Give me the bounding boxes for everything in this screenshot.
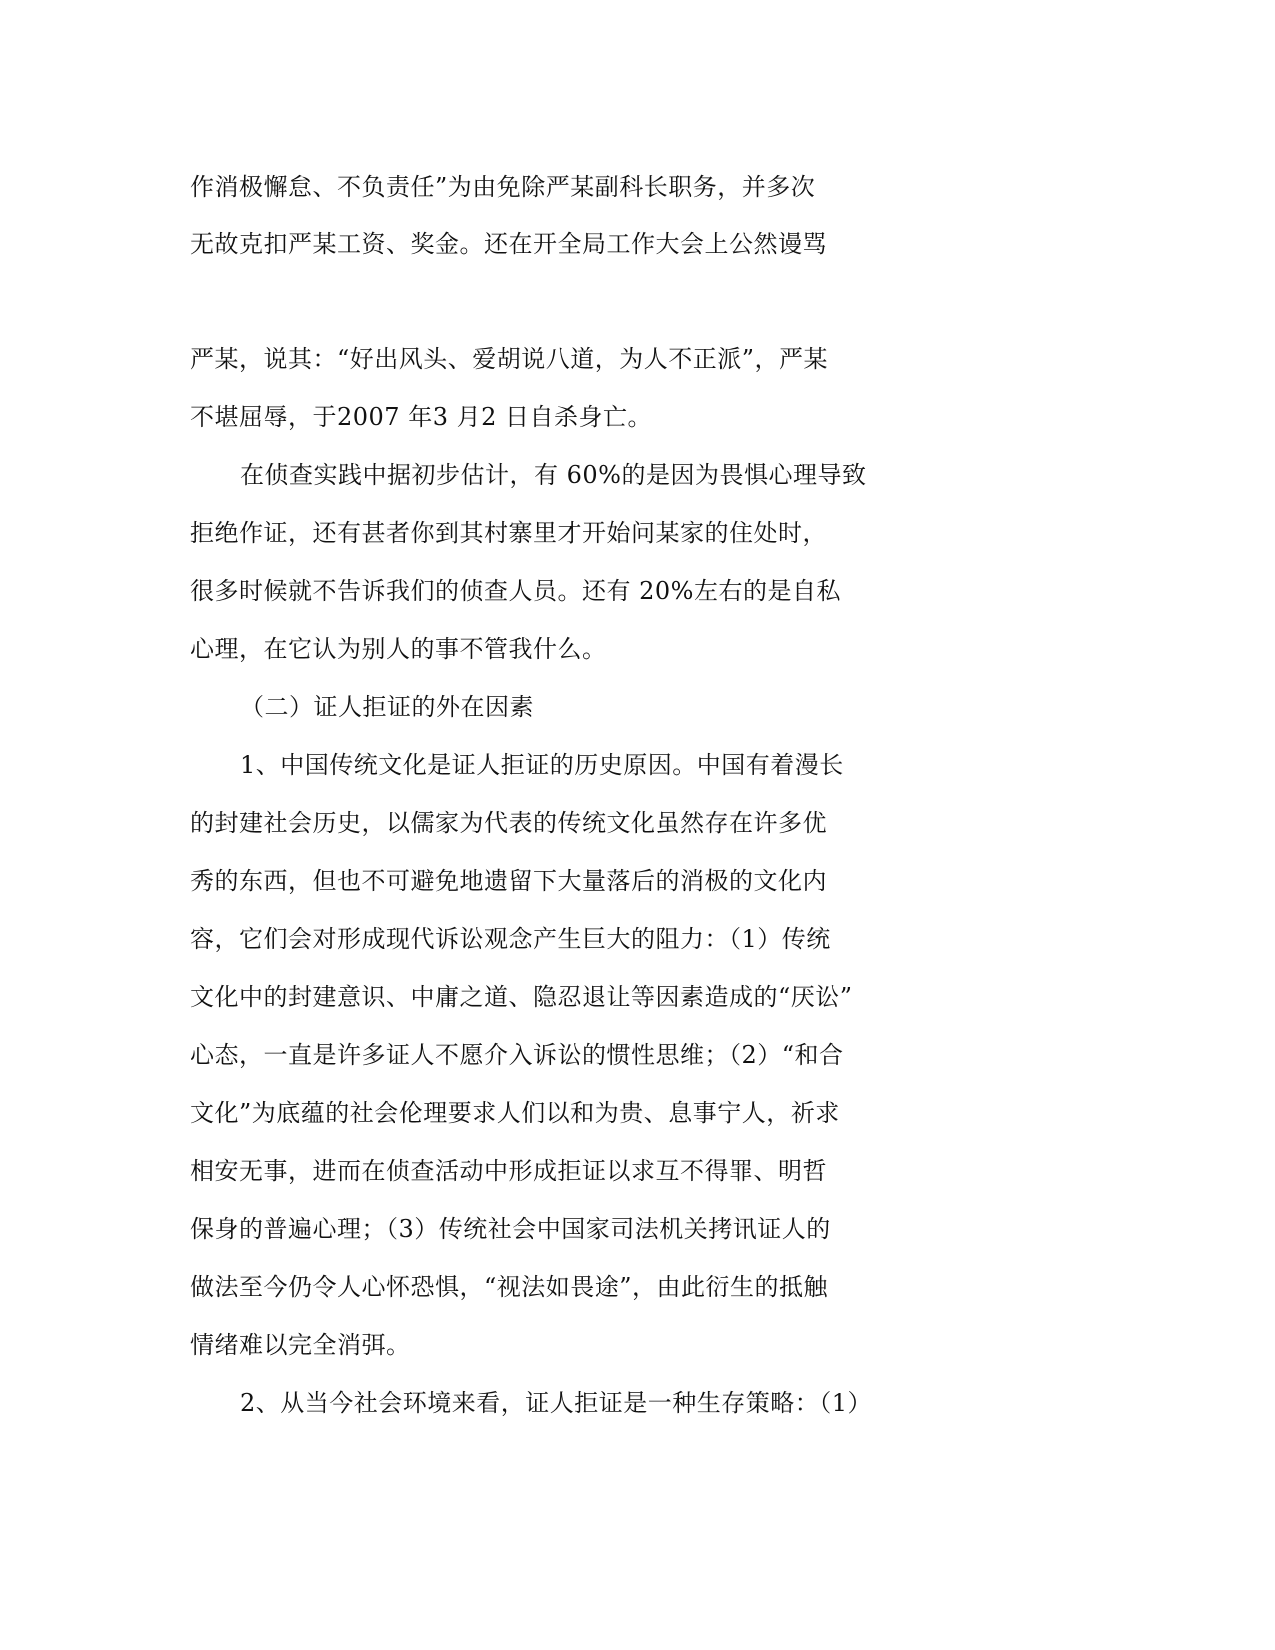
text-line: 容，它们会对形成现代诉讼观念产生巨大的阻力：（1）传统 bbox=[190, 925, 831, 953]
text-line: 严某，说其：“好出风头、爱胡说八道，为人不正派”，严某 bbox=[190, 345, 829, 373]
text-line: 很多时候就不告诉我们的侦查人员。还有 20%左右的是自私 bbox=[190, 577, 841, 605]
paragraph-first-line: 2、从当今社会环境来看，证人拒证是一种生存策略：（1） bbox=[240, 1389, 873, 1417]
text-line: 保身的普遍心理；（3）传统社会中国家司法机关拷讯证人的 bbox=[190, 1215, 831, 1243]
text-line: 文化中的封建意识、中庸之道、隐忍退让等因素造成的“厌讼” bbox=[190, 983, 853, 1011]
text-line: 拒绝作证，还有甚者你到其村寨里才开始问某家的住处时， bbox=[190, 519, 827, 547]
text-line: 相安无事，进而在侦查活动中形成拒证以求互不得罪、明哲 bbox=[190, 1157, 827, 1185]
section-heading: （二）证人拒证的外在因素 bbox=[240, 693, 534, 721]
text-line: 做法至今仍令人心怀恐惧，“视法如畏途”，由此衍生的抵触 bbox=[190, 1273, 829, 1301]
text-line: 情绪难以完全消弭。 bbox=[190, 1331, 411, 1359]
text-line: 作消极懈怠、不负责任”为由免除严某副科长职务，并多次 bbox=[190, 173, 816, 201]
text-line: 无故克扣严某工资、奖金。还在开全局工作大会上公然谩骂 bbox=[190, 230, 827, 258]
text-line: 文化”为底蕴的社会伦理要求人们以和为贵、息事宁人，祈求 bbox=[190, 1099, 840, 1127]
text-line: 心态，一直是许多证人不愿介入诉讼的惯性思维；（2）“和合 bbox=[190, 1041, 844, 1069]
text-line: 心理，在它认为别人的事不管我什么。 bbox=[190, 635, 607, 663]
text-line: 不堪屈辱，于2007 年3 月2 日自杀身亡。 bbox=[190, 403, 653, 431]
paragraph-first-line: 在侦查实践中据初步估计，有 60%的是因为畏惧心理导致 bbox=[240, 461, 867, 489]
text-line: 秀的东西，但也不可避免地遗留下大量落后的消极的文化内 bbox=[190, 867, 827, 895]
paragraph-first-line: 1、中国传统文化是证人拒证的历史原因。中国有着漫长 bbox=[240, 751, 844, 779]
text-line: 的封建社会历史，以儒家为代表的传统文化虽然存在许多优 bbox=[190, 809, 827, 837]
